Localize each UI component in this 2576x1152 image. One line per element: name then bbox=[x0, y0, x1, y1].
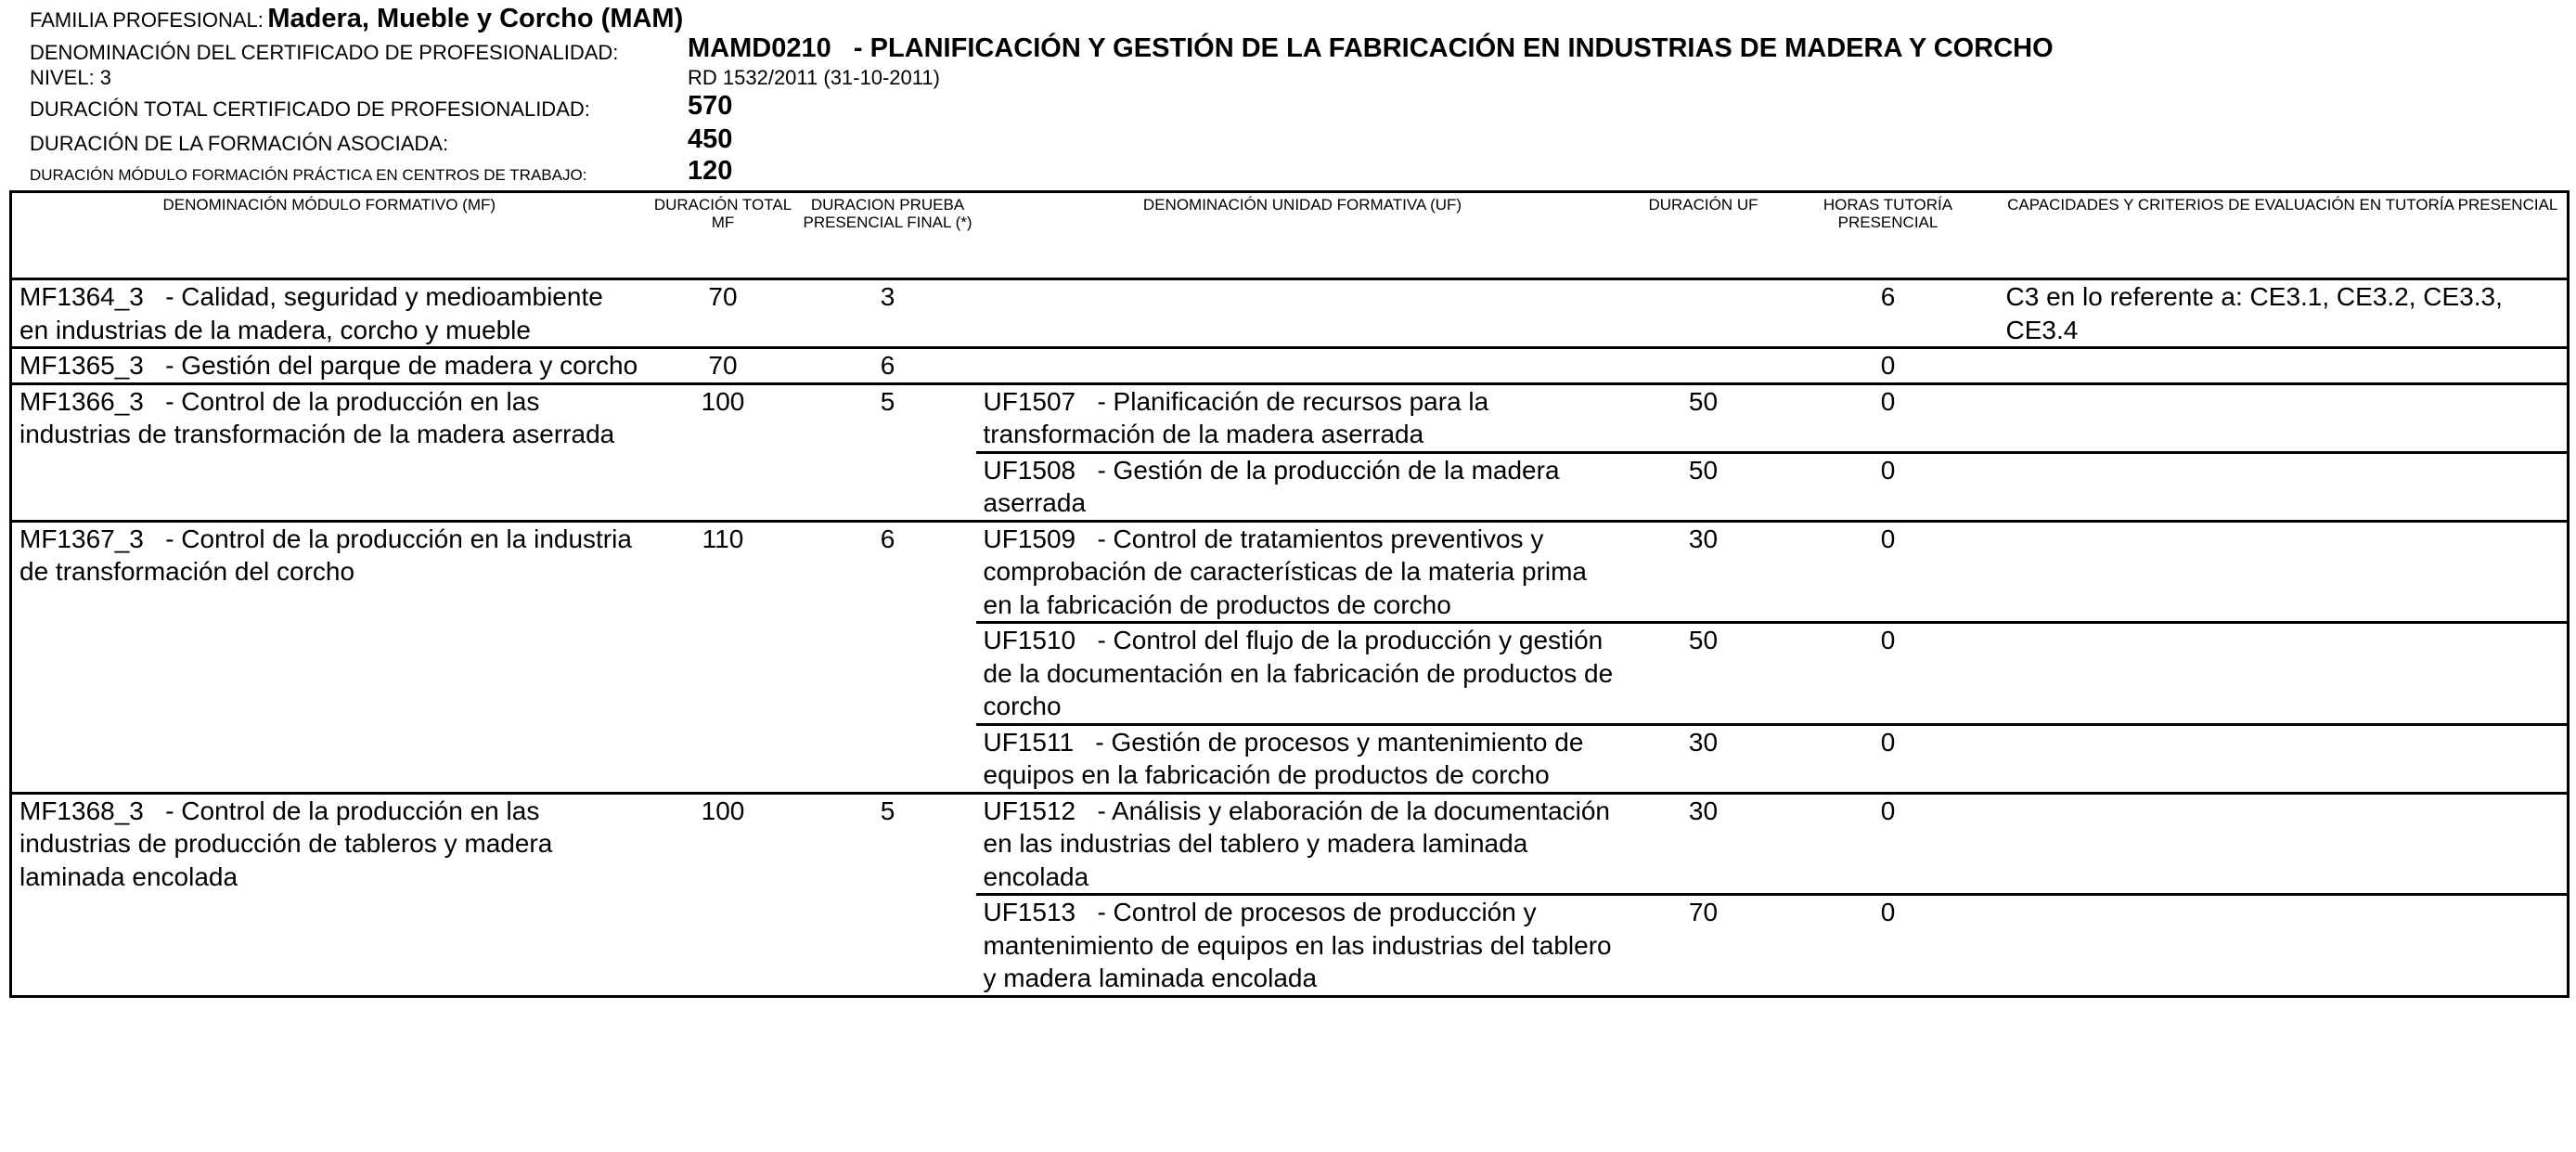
certificado-title bbox=[688, 33, 2054, 64]
uf-name-cell: UF1507 - Planificación de recursos para la transformación de la madera aserrada bbox=[976, 383, 1629, 452]
uf-duracion-cell: 50 bbox=[1629, 383, 1778, 452]
mf-total-cell: 70 bbox=[647, 348, 800, 384]
uf-duracion-cell: 30 bbox=[1629, 521, 1778, 623]
nivel-label: NIVEL: 3 bbox=[30, 66, 112, 89]
uf-name-cell: UF1512 - Análisis y elaboración de la documentación en las industrias del tablero y madera laminada encolada bbox=[976, 793, 1629, 895]
mf-total-cell: 110 bbox=[647, 521, 800, 793]
table-row bbox=[11, 521, 2569, 623]
mf-prueba-cell: 5 bbox=[800, 383, 976, 521]
uf-name-cell: UF1513 - Control de procesos de producción y mantenimiento de equipos en las industrias del tablero y madera laminada encolada bbox=[976, 895, 1629, 997]
header-duracion-mf: DURACIÓN TOTAL MF bbox=[647, 192, 800, 279]
uf-name-cell bbox=[976, 279, 1629, 348]
capacidades-cell bbox=[1999, 793, 2569, 895]
mf-name-cell: MF1366_3 - Control de la producción en las industrias de transformación de la madera aserrada bbox=[11, 383, 647, 521]
capacidades-cell bbox=[1999, 452, 2569, 521]
capacidades-cell bbox=[1999, 724, 2569, 793]
horas-tutoria-cell: 0 bbox=[1778, 724, 1999, 793]
mf-prueba-cell: 6 bbox=[800, 521, 976, 793]
uf-name-cell: UF1509 - Control de tratamientos preventivos y comprobación de características de la materia prima en la fabricación de productos de corcho bbox=[976, 521, 1629, 623]
duracion-practica-label: DURACIÓN MÓDULO FORMACIÓN PRÁCTICA EN CENTROS DE TRABAJO: bbox=[30, 166, 587, 184]
header-mf: DENOMINACIÓN MÓDULO FORMATIVO (MF) bbox=[11, 192, 647, 279]
capacidades-cell bbox=[1999, 521, 2569, 623]
table-row bbox=[11, 348, 2569, 384]
uf-duracion-cell: 50 bbox=[1629, 623, 1778, 725]
header-duracion-uf: DURACIÓN UF bbox=[1629, 192, 1778, 279]
table-header-row bbox=[11, 192, 2569, 279]
capacidades-cell bbox=[1999, 623, 2569, 725]
mf-total-cell: 100 bbox=[647, 383, 800, 521]
duracion-formacion-value: 450 bbox=[688, 124, 733, 154]
header-uf: DENOMINACIÓN UNIDAD FORMATIVA (UF) bbox=[976, 192, 1629, 279]
mf-prueba-cell: 3 bbox=[800, 279, 976, 348]
uf-duracion-cell: 30 bbox=[1629, 724, 1778, 793]
capacidades-cell: C3 en lo referente a: CE3.1, CE3.2, CE3.3, CE3.4 bbox=[1999, 279, 2569, 348]
horas-tutoria-cell: 0 bbox=[1778, 521, 1999, 623]
horas-tutoria-cell: 0 bbox=[1778, 623, 1999, 725]
uf-name-cell: UF1511 - Gestión de procesos y mantenimiento de equipos en la fabricación de productos de corcho bbox=[976, 724, 1629, 793]
uf-duracion-cell bbox=[1629, 348, 1778, 384]
duracion-practica-value: 120 bbox=[688, 156, 733, 186]
header-horas-tutoria: HORAS TUTORÍA PRESENCIAL bbox=[1778, 192, 1999, 279]
modules-table bbox=[9, 190, 2570, 998]
uf-name-cell: UF1510 - Control del flujo de la producción y gestión de la documentación en la fabricación de productos de corcho bbox=[976, 623, 1629, 725]
mf-prueba-cell: 6 bbox=[800, 348, 976, 384]
horas-tutoria-cell: 0 bbox=[1778, 383, 1999, 452]
duracion-formacion-label: DURACIÓN DE LA FORMACIÓN ASOCIADA: bbox=[30, 132, 449, 155]
duracion-total-value: 570 bbox=[688, 91, 733, 121]
uf-duracion-cell: 70 bbox=[1629, 895, 1778, 997]
familia-value: Madera, Mueble y Corcho (MAM) bbox=[267, 4, 684, 33]
header-capacidades: CAPACIDADES Y CRITERIOS DE EVALUACIÓN EN TUTORÍA PRESENCIAL bbox=[1999, 192, 2569, 279]
horas-tutoria-cell: 0 bbox=[1778, 895, 1999, 997]
horas-tutoria-cell: 6 bbox=[1778, 279, 1999, 348]
mf-name-cell: MF1367_3 - Control de la producción en la industria de transformación del corcho bbox=[11, 521, 647, 793]
capacidades-cell bbox=[1999, 348, 2569, 384]
horas-tutoria-cell: 0 bbox=[1778, 348, 1999, 384]
mf-name-cell: MF1368_3 - Control de la producción en las industrias de producción de tableros y madera laminada encolada bbox=[11, 793, 647, 996]
table-row bbox=[11, 279, 2569, 348]
modules-table-body bbox=[11, 279, 2569, 997]
familia-label: FAMILIA PROFESIONAL: bbox=[30, 8, 264, 32]
certificado-name: - PLANIFICACIÓN Y GESTIÓN DE LA FABRICACIÓN EN INDUSTRIAS DE MADERA Y CORCHO bbox=[853, 33, 2054, 63]
mf-total-cell: 70 bbox=[647, 279, 800, 348]
uf-name-cell: UF1508 - Gestión de la producción de la madera aserrada bbox=[976, 452, 1629, 521]
horas-tutoria-cell: 0 bbox=[1778, 793, 1999, 895]
capacidades-cell bbox=[1999, 383, 2569, 452]
duracion-total-label: DURACIÓN TOTAL CERTIFICADO DE PROFESIONALIDAD: bbox=[30, 97, 590, 121]
header-prueba: DURACION PRUEBA PRESENCIAL FINAL (*) bbox=[800, 192, 976, 279]
mf-total-cell: 100 bbox=[647, 793, 800, 996]
capacidades-cell bbox=[1999, 895, 2569, 997]
mf-name-cell: MF1365_3 - Gestión del parque de madera y corcho bbox=[11, 348, 647, 384]
table-row bbox=[11, 793, 2569, 895]
uf-duracion-cell: 50 bbox=[1629, 452, 1778, 521]
horas-tutoria-cell: 0 bbox=[1778, 452, 1999, 521]
certificado-code: MAMD0210 bbox=[688, 33, 831, 63]
uf-name-cell bbox=[976, 348, 1629, 384]
rd-reference: RD 1532/2011 (31-10-2011) bbox=[688, 66, 940, 89]
denominacion-label: DENOMINACIÓN DEL CERTIFICADO DE PROFESIONALIDAD: bbox=[30, 41, 619, 64]
mf-name-cell: MF1364_3 - Calidad, seguridad y medioambiente en industrias de la madera, corcho y mueble bbox=[11, 279, 647, 348]
uf-duracion-cell bbox=[1629, 279, 1778, 348]
uf-duracion-cell: 30 bbox=[1629, 793, 1778, 895]
table-row bbox=[11, 383, 2569, 452]
mf-prueba-cell: 5 bbox=[800, 793, 976, 996]
familia-line bbox=[30, 4, 683, 34]
